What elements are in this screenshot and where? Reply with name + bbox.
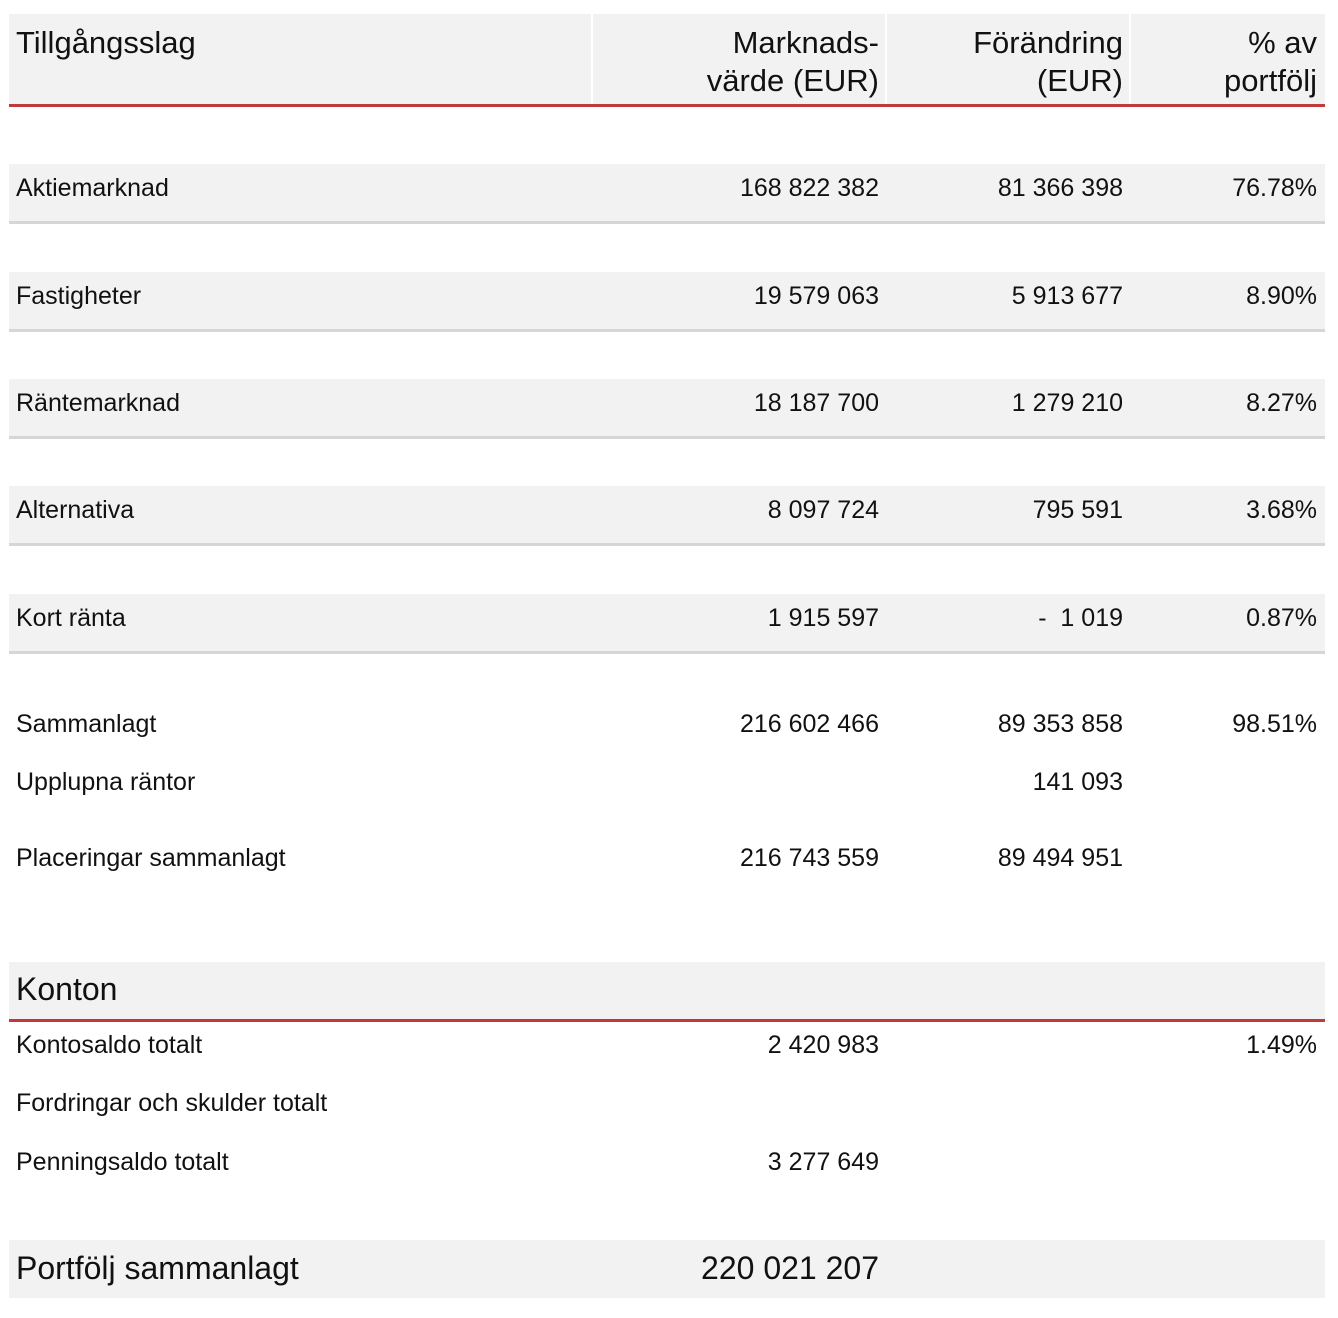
receivables-label: Fordringar och skulder totalt — [16, 1089, 328, 1117]
row-change: - 1 019 — [1038, 604, 1123, 632]
row-pct: 0.87% — [1246, 604, 1317, 632]
row-pct: 3.68% — [1246, 496, 1317, 524]
header-pct — [1224, 24, 1317, 100]
row-change: 81 366 398 — [997, 174, 1123, 202]
row-divider — [9, 436, 1325, 439]
accounts-title: Konton — [16, 971, 118, 1007]
sum-pct: 98.51% — [1232, 710, 1317, 738]
portfolio-total-row — [9, 1240, 1325, 1298]
table-header — [9, 14, 1325, 104]
account-balance-label: Kontosaldo totalt — [16, 1031, 203, 1059]
row-label: Fastigheter — [16, 282, 142, 310]
row-market-value: 19 579 063 — [753, 282, 879, 310]
row-change: 5 913 677 — [1011, 282, 1123, 310]
accrued-label: Upplupna räntor — [16, 768, 196, 796]
accounts-header — [9, 962, 1325, 1019]
cash-row — [9, 1143, 1325, 1183]
row-change: 795 591 — [1032, 496, 1123, 524]
table-row — [9, 272, 1325, 329]
table-row — [9, 594, 1325, 651]
accounts-divider — [9, 1019, 1325, 1022]
account-balance-value: 2 420 983 — [767, 1031, 879, 1059]
header-change-line2: (EUR) — [1036, 63, 1123, 98]
table-row — [9, 486, 1325, 543]
header-change-line1: Förändring — [973, 25, 1123, 60]
accrued-change: 141 093 — [1032, 768, 1123, 796]
portfolio-total-label: Portfölj sammanlagt — [16, 1250, 299, 1286]
row-pct: 8.27% — [1246, 389, 1317, 417]
sum-label: Sammanlagt — [16, 710, 157, 738]
row-label: Aktiemarknad — [16, 174, 169, 202]
portfolio-total-value: 220 021 207 — [701, 1250, 879, 1286]
sum-market-value: 216 602 466 — [739, 710, 879, 738]
header-change — [973, 24, 1123, 100]
header-pct-line2: portfölj — [1223, 63, 1317, 98]
cash-value: 3 277 649 — [767, 1148, 879, 1176]
row-market-value: 8 097 724 — [767, 496, 879, 524]
investments-change: 89 494 951 — [997, 844, 1123, 872]
sum-change: 89 353 858 — [997, 710, 1123, 738]
row-market-value: 1 915 597 — [767, 604, 879, 632]
row-label: Räntemarknad — [16, 389, 180, 417]
investments-row — [9, 838, 1325, 878]
receivables-row — [9, 1084, 1325, 1124]
sum-row — [9, 704, 1325, 744]
row-market-value: 18 187 700 — [753, 389, 879, 417]
investments-market-value: 216 743 559 — [739, 844, 879, 872]
table-row — [9, 164, 1325, 221]
row-divider — [9, 221, 1325, 224]
row-divider — [9, 329, 1325, 332]
header-asset-class: Tillgångsslag — [16, 25, 196, 60]
cash-label: Penningsaldo totalt — [16, 1148, 229, 1176]
header-divider — [9, 104, 1325, 107]
account-balance-row — [9, 1026, 1325, 1066]
header-pct-line1: % av — [1248, 25, 1317, 60]
account-balance-pct: 1.49% — [1246, 1031, 1317, 1059]
investments-label: Placeringar sammanlagt — [16, 844, 286, 872]
header-market-value-line1: Marknads- — [732, 25, 879, 60]
row-pct: 76.78% — [1232, 174, 1317, 202]
row-label: Kort ränta — [16, 604, 126, 632]
table-row — [9, 379, 1325, 436]
accrued-row — [9, 762, 1325, 802]
row-change: 1 279 210 — [1011, 389, 1123, 417]
row-market-value: 168 822 382 — [739, 174, 879, 202]
header-market-value — [707, 24, 879, 100]
row-divider — [9, 543, 1325, 546]
row-pct: 8.90% — [1246, 282, 1317, 310]
row-label: Alternativa — [16, 496, 135, 524]
header-market-value-line2: värde (EUR) — [706, 63, 879, 98]
row-divider — [9, 651, 1325, 654]
